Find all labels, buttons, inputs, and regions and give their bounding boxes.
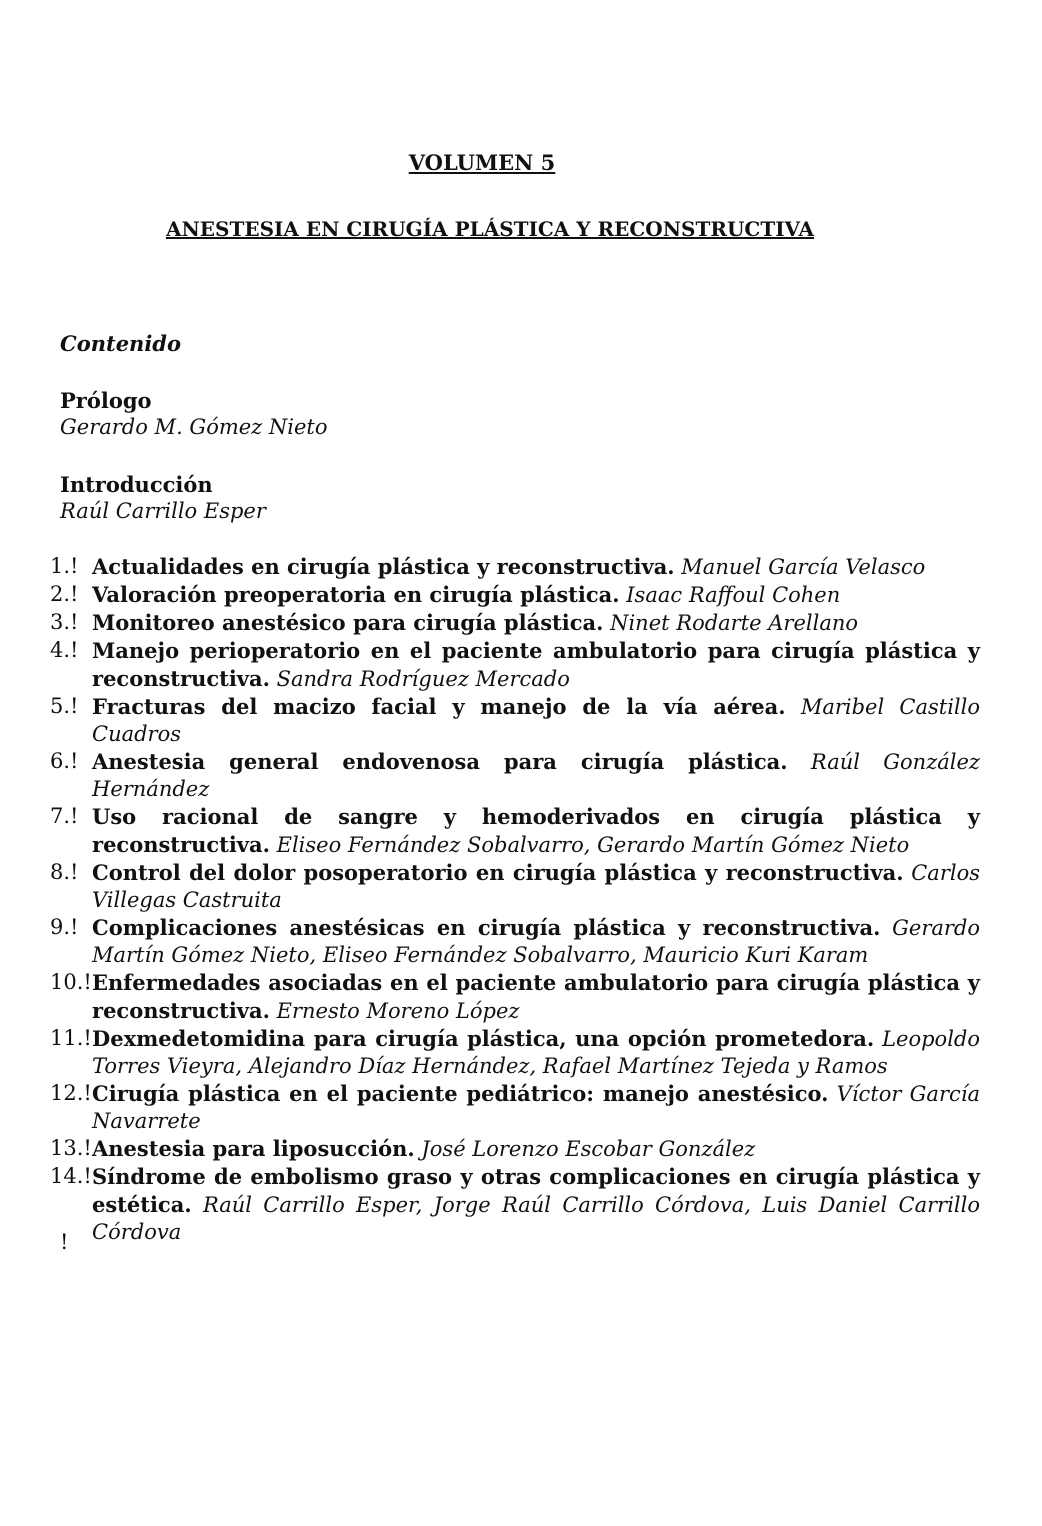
chapter-number: 3.!: [50, 610, 79, 634]
introduction-section: [60, 471, 266, 525]
chapter-authors: Eliseo Fernández Sobalvarro, Gerardo Martín Gómez Nieto: [276, 833, 910, 857]
chapter-item: [50, 1135, 980, 1163]
chapter-number: 1.!: [50, 554, 79, 578]
chapter-authors: José Lorenzo Escobar González: [421, 1137, 756, 1161]
chapter-title: Síndrome de embolismo graso y otras complicaciones en cirugía plástica y estética.: [92, 1164, 980, 1217]
chapter-authors: Isaac Raffoul Cohen: [626, 583, 841, 607]
chapter-item: [50, 1080, 980, 1135]
chapter-authors: Gerardo Martín Gómez Nieto, Eliseo Fernández Sobalvarro, Mauricio Kuri Karam: [92, 916, 980, 967]
chapter-authors: Leopoldo Torres Vieyra, Alejandro Díaz Hernández, Rafael Martínez Tejeda y Ramos: [92, 1027, 980, 1078]
chapter-item: [50, 969, 980, 1025]
chapter-item: [50, 914, 980, 969]
chapter-authors: Ninet Rodarte Arellano: [610, 611, 859, 635]
chapter-title: Control del dolor posoperatorio en cirugía plástica y reconstructiva.: [92, 860, 904, 885]
chapter-number: 6.!: [50, 749, 79, 773]
chapter-number: 11.!: [50, 1026, 92, 1050]
chapter-title: Actualidades en cirugía plástica y reconstructiva.: [92, 554, 675, 579]
chapter-authors: Manuel García Velasco: [681, 555, 926, 579]
chapter-title: Fracturas del macizo facial y manejo de la vía aérea.: [92, 694, 786, 719]
book-title: ANESTESIA EN CIRUGÍA PLÁSTICA Y RECONSTRUCTIVA: [165, 217, 815, 241]
chapter-number: 2.!: [50, 582, 79, 606]
chapter-list: [50, 553, 980, 1246]
chapter-item: [50, 553, 980, 581]
volume-heading: VOLUMEN 5: [408, 150, 556, 175]
chapter-title: Enfermedades asociadas en el paciente ambulatorio para cirugía plástica y reconstructiva.: [92, 970, 980, 1023]
chapter-authors: Maribel Castillo Cuadros: [92, 695, 980, 746]
chapter-number: 9.!: [50, 915, 79, 939]
chapter-number: 10.!: [50, 970, 92, 994]
chapter-title: Cirugía plástica en el paciente pediátrico: manejo anestésico.: [92, 1081, 829, 1106]
introduction-author: Raúl Carrillo Esper: [60, 499, 266, 523]
chapter-item: [50, 637, 980, 693]
chapter-number: 5.!: [50, 694, 79, 718]
end-mark: !: [60, 1230, 69, 1254]
prologue-author: Gerardo M. Gómez Nieto: [60, 415, 328, 439]
chapter-authors: Raúl Carrillo Esper, Jorge Raúl Carrillo Córdova, Luis Daniel Carrillo Córdova: [92, 1193, 980, 1244]
chapter-number: 4.!: [50, 638, 79, 662]
chapter-title: Monitoreo anestésico para cirugía plástica.: [92, 610, 604, 635]
chapter-title: Valoración preoperatoria en cirugía plástica.: [92, 582, 620, 607]
chapter-item: [50, 1025, 980, 1080]
chapter-number: 8.!: [50, 860, 79, 884]
prologue-heading: Prólogo: [60, 388, 152, 413]
chapter-item: [50, 581, 980, 609]
chapter-item: [50, 859, 980, 914]
chapter-title: Manejo perioperatorio en el paciente ambulatorio para cirugía plástica y reconstructiva.: [92, 638, 980, 691]
chapter-authors: Víctor García Navarrete: [92, 1082, 980, 1133]
prologue-section: [60, 387, 328, 441]
chapter-number: 12.!: [50, 1081, 92, 1105]
introduction-heading: Introducción: [60, 472, 213, 497]
chapter-item: [50, 748, 980, 803]
chapter-number: 13.!: [50, 1136, 92, 1160]
chapter-number: 14.!: [50, 1164, 92, 1188]
contents-label: Contenido: [60, 331, 181, 356]
chapter-title: Anestesia general endovenosa para cirugía plástica.: [92, 749, 788, 774]
chapter-item: [50, 803, 980, 859]
chapter-item: [50, 1163, 980, 1246]
chapter-item: [50, 609, 980, 637]
chapter-title: Uso racional de sangre y hemoderivados en cirugía plástica y reconstructiva.: [92, 804, 980, 857]
chapter-item: [50, 693, 980, 748]
chapter-number: 7.!: [50, 804, 79, 828]
chapter-title: Dexmedetomidina para cirugía plástica, una opción prometedora.: [92, 1026, 875, 1051]
chapter-authors: Raúl González Hernández: [92, 750, 980, 801]
chapter-authors: Carlos Villegas Castruita: [92, 861, 980, 912]
chapter-title: Anestesia para liposucción.: [92, 1136, 415, 1161]
chapter-title: Complicaciones anestésicas en cirugía plástica y reconstructiva.: [92, 915, 881, 940]
chapter-authors: Sandra Rodríguez Mercado: [276, 667, 570, 691]
chapter-authors: Ernesto Moreno López: [276, 999, 520, 1023]
